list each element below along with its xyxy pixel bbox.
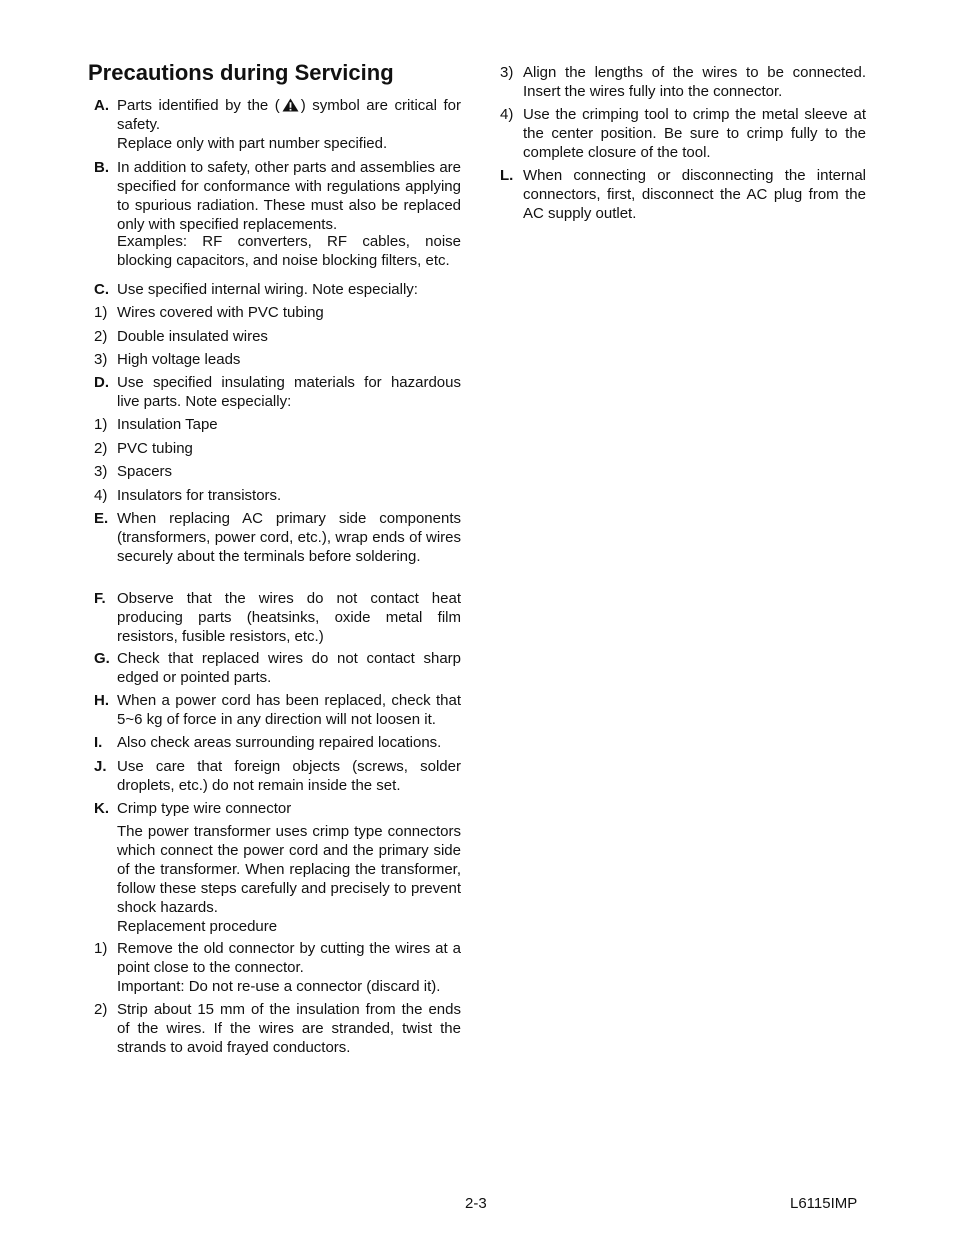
list-item — [88, 822, 461, 936]
item-text — [117, 757, 461, 795]
item-text-line: When connecting or disconnecting the internal connectors, first, disconnect the AC plug from the AC supply outlet. — [523, 167, 866, 222]
list-item — [88, 350, 461, 369]
item-text — [117, 232, 461, 270]
item-text — [523, 166, 866, 223]
item-text — [117, 158, 461, 234]
item-marker: A. — [94, 97, 109, 114]
page-number: 2-3 — [465, 1195, 487, 1212]
list-item — [88, 373, 461, 411]
item-text — [117, 691, 461, 729]
item-marker: 3) — [94, 463, 108, 480]
item-text — [117, 280, 461, 299]
item-text-line: Use specified internal wiring. Note especially: — [117, 281, 418, 298]
item-marker: J. — [94, 758, 107, 775]
item-marker: 1) — [94, 940, 108, 957]
list-item — [88, 589, 461, 646]
item-marker: D. — [94, 374, 109, 391]
list-item — [88, 799, 461, 818]
item-text-line: Wires covered with PVC tubing — [117, 304, 324, 321]
item-marker: L. — [500, 167, 514, 184]
item-text-line: The power transformer uses crimp type connectors which connect the power cord and the primary side of the transformer. When replacing the transformer, follow these steps carefully and precisely to prevent shock hazards. — [117, 823, 461, 916]
item-text — [117, 589, 461, 646]
item-marker: H. — [94, 692, 109, 709]
list-item — [88, 691, 461, 729]
list-item — [494, 63, 866, 101]
item-text-line: Strip about 15 mm of the insulation from the ends of the wires. If the wires are stranded, twist the strands to avoid frayed conductors. — [117, 1001, 461, 1056]
item-marker: C. — [94, 281, 109, 298]
item-text-line: High voltage leads — [117, 351, 241, 368]
item-marker: 3) — [500, 64, 514, 81]
item-marker: 2) — [94, 440, 108, 457]
list-item — [88, 757, 461, 795]
item-text — [117, 1000, 461, 1057]
item-text — [117, 373, 461, 411]
list-item — [88, 280, 461, 299]
list-item — [88, 415, 461, 434]
item-text-line: Crimp type wire connector — [117, 800, 292, 817]
item-marker: G. — [94, 650, 110, 667]
list-item — [88, 158, 461, 234]
item-text — [117, 462, 461, 481]
item-text-line: Spacers — [117, 463, 173, 480]
item-marker: B. — [94, 159, 109, 176]
item-text-line: When replacing AC primary side components (transformers, power cord, etc.), wrap ends of wires securely about the terminals before soldering. — [117, 510, 461, 565]
item-text-line: Remove the old connector by cutting the wires at a point close to the connector. — [117, 940, 461, 976]
item-text — [117, 415, 461, 434]
item-text-line: Replacement procedure — [117, 918, 278, 935]
item-text-line: Important: Do not re-use a connector (discard it). — [117, 978, 441, 995]
item-text — [117, 939, 461, 996]
item-text-line: Use specified insulating materials for hazardous live parts. Note especially: — [117, 374, 461, 410]
item-text — [117, 649, 461, 687]
item-text-line: Also check areas surrounding repaired locations. — [117, 734, 442, 751]
list-item — [88, 96, 461, 153]
item-text-line: Check that replaced wires do not contact sharp edged or pointed parts. — [117, 650, 461, 686]
item-text — [117, 439, 461, 458]
list-item — [88, 303, 461, 322]
document-code: L6115IMP — [790, 1195, 858, 1212]
warning-triangle-icon — [282, 98, 299, 112]
list-item — [88, 1000, 461, 1057]
item-text — [523, 105, 866, 162]
item-text-fragment: Parts identified by the ( — [117, 97, 280, 114]
item-text-line: Insulators for transistors. — [117, 487, 282, 504]
item-text-line: Align the lengths of the wires to be connected. Insert the wires fully into the connector. — [523, 64, 866, 100]
item-text — [117, 96, 461, 153]
item-text-line — [117, 96, 461, 134]
item-marker: 2) — [94, 1001, 108, 1018]
list-item — [88, 649, 461, 687]
item-text-line: Examples: RF converters, RF cables, noise blocking capacitors, and noise blocking filters, etc. — [117, 233, 461, 269]
list-item — [494, 166, 866, 223]
item-text-fragment: ) symbol are critical for safety. — [117, 97, 461, 133]
item-text-line: Use care that foreign objects (screws, solder droplets, etc.) do not remain inside the set. — [117, 758, 461, 794]
item-text-line: When a power cord has been replaced, check that 5~6 kg of force in any direction will not loosen it. — [117, 692, 461, 728]
item-text — [117, 822, 461, 936]
item-text-line: Replace only with part number specified. — [117, 135, 388, 152]
item-text-line: Double insulated wires — [117, 328, 268, 345]
list-item — [88, 232, 461, 270]
item-text — [117, 799, 461, 818]
item-text — [117, 486, 461, 505]
item-marker: 4) — [94, 487, 108, 504]
list-item — [494, 105, 866, 162]
item-text-line: PVC tubing — [117, 440, 193, 457]
item-marker: F. — [94, 590, 106, 607]
item-marker: 1) — [94, 416, 108, 433]
list-item — [88, 486, 461, 505]
page-title: Precautions during Servicing — [88, 60, 394, 85]
list-item — [88, 733, 461, 752]
item-marker: 2) — [94, 328, 108, 345]
item-text — [117, 303, 461, 322]
item-marker: I. — [94, 734, 103, 751]
item-marker: E. — [94, 510, 109, 527]
item-marker: K. — [94, 800, 109, 817]
item-text — [117, 327, 461, 346]
item-text-line: Insulation Tape — [117, 416, 218, 433]
item-text-line: Use the crimping tool to crimp the metal sleeve at the center position. Be sure to crimp fully to the complete closure of the tool. — [523, 106, 866, 161]
list-item — [88, 509, 461, 566]
list-item — [88, 462, 461, 481]
item-marker: 1) — [94, 304, 108, 321]
item-text — [117, 509, 461, 566]
item-text — [523, 63, 866, 101]
item-text — [117, 350, 461, 369]
list-item — [88, 327, 461, 346]
list-item — [88, 439, 461, 458]
item-text-line: Observe that the wires do not contact heat producing parts (heatsinks, oxide metal film resistors, fusible resistors, etc.) — [117, 590, 461, 645]
item-marker: 3) — [94, 351, 108, 368]
item-text — [117, 733, 461, 752]
item-marker: 4) — [500, 106, 514, 123]
list-item — [88, 939, 461, 996]
item-text-line: In addition to safety, other parts and assemblies are specified for conformance with regulations applying to spurious radiation. These must also be replaced only with specified replacements. — [117, 159, 461, 233]
